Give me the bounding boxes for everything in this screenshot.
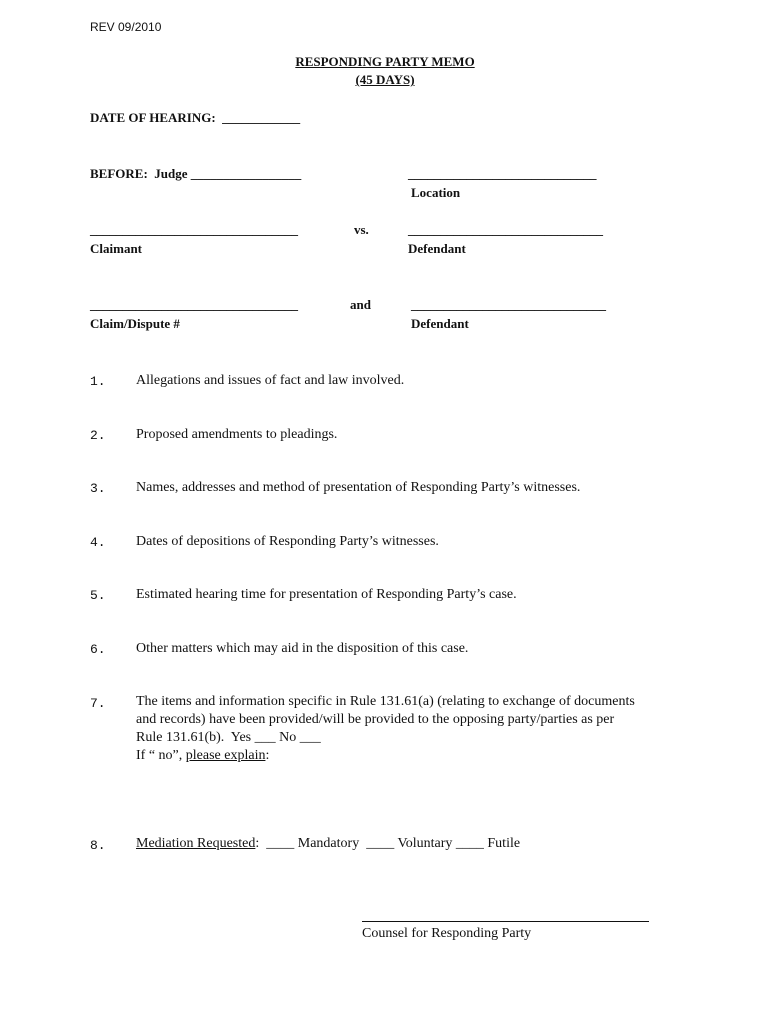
signature-caption: Counsel for Responding Party (362, 926, 532, 941)
defendant-line-1[interactable]: ______________________________ (408, 222, 603, 237)
defendant-line-2[interactable]: ______________________________ (411, 297, 606, 312)
defendant-label-1: Defendant (408, 241, 466, 256)
item-4-text: Dates of depositions of Responding Party’s witnesses. (136, 534, 439, 549)
item-3-number: 3. (90, 481, 106, 496)
item-7-number: 7. (90, 696, 106, 711)
claim-dispute-line[interactable]: ________________________________ (90, 297, 298, 312)
item-5-number: 5. (90, 588, 106, 603)
item-6-text: Other matters which may aid in the disposition of this case. (136, 641, 469, 656)
location-line[interactable]: _____________________________ (408, 166, 597, 181)
please-explain-link[interactable]: please explain (185, 748, 266, 763)
claim-dispute-label: Claim/Dispute # (90, 316, 180, 331)
item-6-number: 6. (90, 642, 106, 657)
item-7-yes-no[interactable]: Rule 131.61(b). Yes ___ No ___ (136, 730, 321, 745)
claimant-line[interactable]: ________________________________ (90, 222, 298, 237)
revision-label: REV 09/2010 (90, 20, 162, 34)
item-2-number: 2. (90, 428, 106, 443)
item-1-number: 1. (90, 374, 106, 389)
item-4-number: 4. (90, 535, 106, 550)
item-8-number: 8. (90, 838, 106, 853)
form-subtitle: (45 DAYS) (355, 72, 415, 87)
explain-colon: : (265, 748, 270, 763)
before-judge-field[interactable]: BEFORE: Judge _________________ (90, 166, 302, 181)
mediation-options[interactable]: : ____ Mandatory ____ Voluntary ____ Futile (255, 836, 521, 851)
date-of-hearing-field[interactable]: DATE OF HEARING: ____________ (90, 110, 301, 125)
and-label: and (350, 297, 371, 312)
item-7-explain-line (136, 748, 269, 764)
mediation-requested-label: Mediation Requested (136, 836, 256, 851)
form-title: RESPONDING PARTY MEMO (295, 54, 475, 69)
signature-line[interactable] (362, 921, 649, 922)
location-label: Location (411, 185, 461, 200)
claimant-label: Claimant (90, 241, 142, 256)
item-7-line-2: and records) have been provided/will be provided to the opposing party/parties as per (136, 712, 615, 727)
defendant-label-2: Defendant (411, 316, 469, 331)
item-2-text: Proposed amendments to pleadings. (136, 427, 338, 442)
item-7-line-1: The items and information specific in Rule 131.61(a) (relating to exchange of documents (136, 694, 635, 709)
vs-label: vs. (354, 222, 369, 237)
item-5-text: Estimated hearing time for presentation of Responding Party’s case. (136, 587, 517, 602)
item-1-text: Allegations and issues of fact and law involved. (136, 373, 405, 388)
mediation-requested-row[interactable] (136, 836, 520, 852)
item-3-text: Names, addresses and method of presentation of Responding Party’s witnesses. (136, 480, 581, 495)
if-no-prefix: If “ no”, (136, 748, 186, 763)
